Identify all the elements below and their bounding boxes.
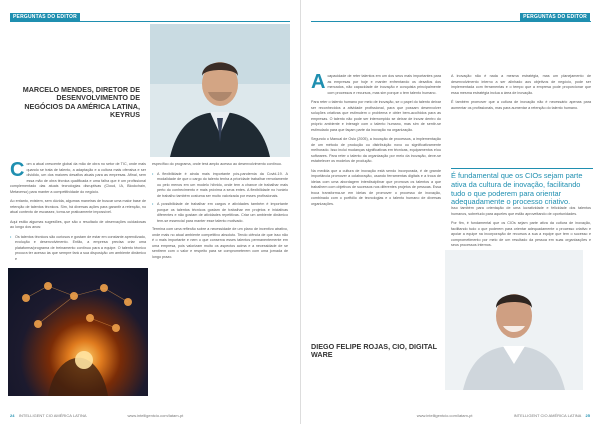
footer-brand: INTELLIGENT CIO AMÉRICA LATINA [513,413,582,418]
footer-brand: INTELLIGENT CIO AMÉRICA LATINA [18,413,87,418]
right-page [300,0,600,424]
section-rule [10,21,290,22]
drop-cap: C [10,159,25,181]
interviewee-name: DIEGO FELIPE ROJAS, CIO, DIGITAL WARE [311,342,437,360]
paragraph: Para reter o talento humano por meio de inovação, se o papel do talento deixar ser reconhecidos a atividade profissional, para que possam desenvolver soluções criativas que estimulem o problema e obter bem-acolhidos para as empresas. O talento não pode ser interrompido se deixar de inovar dentro do próprio ambiente e interagir com o talento humano, mas sim de sentir-se estimulado para que façam parte da inovação na organização. [311,100,441,132]
left-footer [10,413,183,418]
man-in-suit-illustration [150,24,290,157]
paragraph: Por fim, é fundamental que os CIOs sejam parte ativa da cultura de inovação, facilitando tudo o que poderem para orientar adequadamente o processo criativo e apoiar a equipe na incorporação de recursos a sua a equipe que tem o sucesso e comprometimento por meio de um resultado da pessoa em suas organizações e seus processos internos. [451,221,591,247]
network-light-image [8,268,148,396]
paragraph: Ao entanto, existem, sem dúvida, algumas maneiras de buscar uma maior base de retenção de talentos técnicos. Sim, há diversas ações para garantir a retenção, no atual contexto de escassez, torna-se praticamente impossível. [10,199,146,214]
intro-paragraph: om a atual crescente global da mão de obra no setor de TIC, onde mais quando se trata de talento, a adaptação e a cultura mais ofensiva e ser dividido, um dos maiores desafios atuais para as empresas. Afinal, sem essa mão de obra técnica qualificada e uma falha que é um profissional complementado das atuais tecnologias disruptivas (Cloud, IA, Blockchain, Metaverso) para manter a competitividade do negócio. [10,162,146,194]
paragraph: Segundo o Manual de Oslo (2005), a inovação de processos, a implementação de um método de produção ou distribuição novo ou significativamente melhorado. Isso inclui mudanças significativas em técnicas, equipamentos e/ou softwares. Para reter o talento da organização por meio da inovação, deve-se estabelecer os modelos de produção. [311,137,441,163]
bullet-item: • Os talentos técnicos são curiosos e gostam de estar em constante aprendizado, evolução e desenvolvimento. Então, a empresa precisa criar uma plataforma/programa de treinamento contínuo para a equipe. O talento técnico procura ter acesso às que sempre fará a sua disposição um ambiente dinâmico e [10,235,146,263]
section-tag: PERGUNTAS DO EDITOR [520,13,590,22]
page-number: 25 [585,413,590,418]
pull-quote: É fundamental que os CIOs sejam parte ativa da cultura de inovação, facilitando tudo o que poderem para orientar adequadamente o processo criativo. [451,168,593,207]
intro-paragraph: capacidade de reter talentos em um dos seus mais importantes para as empresas por hoje e manter enfrentando os desafios dos mercados, não capacidade de inovação e conquista principalmente com processos e recursos, mas sim porque o tem talento humano. [327,74,441,95]
paragraph: Na medida que a cultura de inovação está sendo incorporada, é de grande importância promover a colaboração, usando ferramentas digitais e a troca de ideias com uma abordagem interdisciplinar que promova os talentos a que trabalhem com objetivos de sucessos nos diferentes projetos de pessoas. Essa troca transforma-se em ideias de promover o processo de inovação, combinado com o portfólio de tecnologias e o talento humano de diversas organizações. [311,168,441,206]
right-footer [417,413,590,418]
section-rule [311,21,591,22]
paragraph: É também promover que a cultura de inovação não é necessário apenas para aumentar os profissionais, mas para aumentar a retenção do talento humano. [451,100,591,110]
left-column-2 [152,162,288,347]
man-smiling-illustration [445,250,583,390]
page-number: 24 [10,413,15,418]
paragraph: Isso também para orientação de uma lucratividade e felicidade dos talentos humanos, sobretudo para aqueles que estão aproveitando de oportunidades. [451,206,591,216]
drop-cap: A [311,71,326,93]
portrait-photo [445,250,583,390]
right-column-1 [311,71,441,334]
paragraph: específico do programa, onde terá amplo acesso ao desenvolvimento contínuo. [152,162,282,166]
right-column-2b [451,206,591,250]
footer-url[interactable]: www.intelligentcio.com/latam-pt [416,413,473,418]
section-tag: PERGUNTAS DO EDITOR [10,13,80,22]
portrait-photo [150,24,290,157]
paragraph: Termina com uma reflexão sobre a necessidade de um plano de incentivo atrativo, onde mais no atual ambiente competitivo absoluto. Tendo ciência de que isso não é o mais importante e nem o que conserva esses talentos permanentemente em uma empresa, pois valorizam muito os aspectos acima e a necessidade de se sentirem com o valor e respeito para se comprometerem com uma jornada de longo prazo. [152,227,288,259]
interviewee-name: MARCELO MENDES, DIRETOR DE DESENVOLVIMENTO DE NEGÓCIOS DA AMÉRICA LATINA, KEYRUS [22,85,140,120]
paragraph: A inovação não é nada a mesma estratégia, mas um planejamento de desenvolvimento interno a ser alinhado aos objetivos de negócio, pode ser implementada com ferramentas e o tempo que a empresa pode proporcionar que essa mesma estratégia inclua a área de inovação. [451,74,591,95]
glowing-hand-network-icon [8,268,148,396]
right-column-2 [451,74,591,164]
bullet-item: • A flexibilidade é ainda mais importante pós-pandemia da Covid-19. A modalidade de que o cargo do talento tenha a prioridade trabalhar remotamente ou pelo menos em um modelo híbrido, onde tem a chance de trabalhar mais perto do conhecimento e mais próxima a seus entes. A flexibilidade no horário de trabalho também costuma ser muito valorizada por esses profissionais. [152,172,288,200]
paragraph: Aqui estão algumas sugestões, que são o resultado de observações cuidadosas ao longo dos anos: [10,219,146,229]
bullet-item: • A possibilidade de trabalhar em cargos e atividades também é importante porque os talentos técnicos gostam de trabalhar em projetos e iniciativas diferentes e não gostam de atividades repetitivas. Criar um ambiente dinâmico tem-se essencial para manter esse talento motivado. [152,202,288,224]
footer-url[interactable]: www.intelligentcio.com/latam-pt [127,413,184,418]
